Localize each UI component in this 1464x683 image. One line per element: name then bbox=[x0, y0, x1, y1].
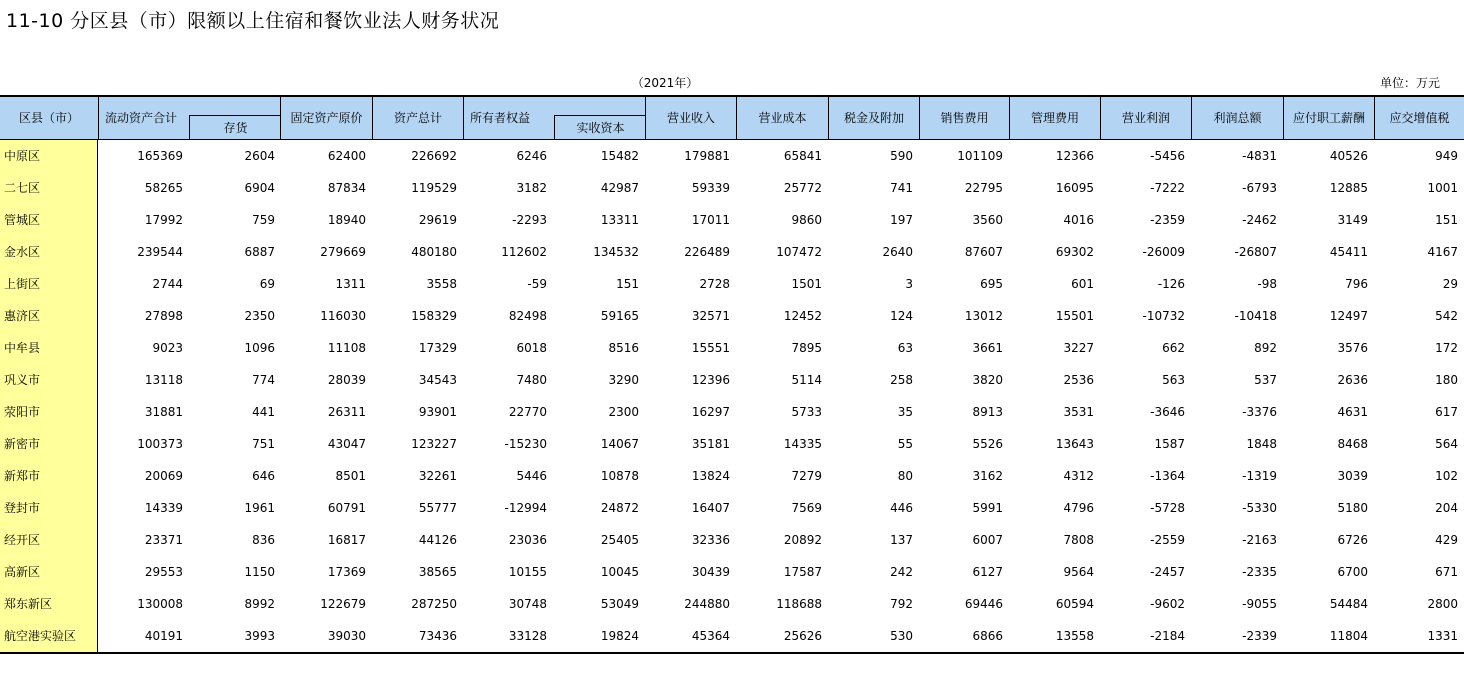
value-cell: 590 bbox=[890, 149, 913, 163]
value-cell: 62400 bbox=[327, 149, 366, 163]
value-cell: 80 bbox=[897, 469, 913, 483]
header-cost: 营业成本 bbox=[736, 97, 828, 139]
value-cell: 55 bbox=[897, 437, 913, 451]
year-label: （2021年） bbox=[631, 76, 699, 90]
region-name: 中原区 bbox=[0, 140, 98, 172]
value-cell: 6246 bbox=[516, 149, 547, 163]
value-cell: 617 bbox=[1435, 405, 1458, 419]
value-cell: 42987 bbox=[600, 181, 639, 195]
value-cell: 40526 bbox=[1329, 149, 1368, 163]
value-cell: 14067 bbox=[600, 437, 639, 451]
value-cell: -9602 bbox=[1150, 597, 1185, 611]
value-cell: 12366 bbox=[1055, 149, 1094, 163]
value-cell: 7480 bbox=[516, 373, 547, 387]
value-cell: 63 bbox=[897, 341, 913, 355]
value-cell: 16817 bbox=[327, 533, 366, 547]
value-cell: 69 bbox=[259, 277, 275, 291]
value-cell: 2604 bbox=[244, 149, 275, 163]
value-cell: -4831 bbox=[1242, 149, 1277, 163]
value-cell: 792 bbox=[890, 597, 913, 611]
region-name: 荥阳市 bbox=[0, 396, 98, 428]
value-cell: 7808 bbox=[1063, 533, 1094, 547]
value-cell: 45364 bbox=[691, 629, 730, 643]
header-operating-profit: 营业利润 bbox=[1100, 97, 1191, 139]
table-header bbox=[0, 97, 1464, 140]
value-cell: 751 bbox=[252, 437, 275, 451]
value-cell: 11804 bbox=[1329, 629, 1368, 643]
value-cell: 34543 bbox=[418, 373, 457, 387]
value-cell: 646 bbox=[252, 469, 275, 483]
value-cell: 5114 bbox=[791, 373, 822, 387]
value-cell: 107472 bbox=[776, 245, 822, 259]
header-total-profit: 利润总额 bbox=[1191, 97, 1283, 139]
value-cell: 87607 bbox=[964, 245, 1003, 259]
value-cell: 13012 bbox=[964, 309, 1003, 323]
value-cell: 796 bbox=[1345, 277, 1368, 291]
value-cell: 112602 bbox=[501, 245, 547, 259]
value-cell: 6726 bbox=[1337, 533, 1368, 547]
value-cell: 7279 bbox=[791, 469, 822, 483]
header-sales-expense: 销售费用 bbox=[919, 97, 1009, 139]
region-name: 二七区 bbox=[0, 172, 98, 204]
value-cell: 3 bbox=[905, 277, 913, 291]
value-cell: 480180 bbox=[411, 245, 457, 259]
value-cell: 9860 bbox=[791, 213, 822, 227]
value-cell: 130008 bbox=[137, 597, 183, 611]
value-cell: 53049 bbox=[600, 597, 639, 611]
value-cell: 44126 bbox=[418, 533, 457, 547]
region-name: 管城区 bbox=[0, 204, 98, 236]
value-cell: 8468 bbox=[1337, 437, 1368, 451]
value-cell: 2640 bbox=[882, 245, 913, 259]
value-cell: 35181 bbox=[691, 437, 730, 451]
value-cell: -1364 bbox=[1150, 469, 1185, 483]
value-cell: 69302 bbox=[1055, 245, 1094, 259]
region-name: 巩义市 bbox=[0, 364, 98, 396]
value-cell: 4312 bbox=[1063, 469, 1094, 483]
value-cell: 2636 bbox=[1337, 373, 1368, 387]
value-cell: -2184 bbox=[1150, 629, 1185, 643]
value-cell: 3149 bbox=[1337, 213, 1368, 227]
value-cell: 58265 bbox=[144, 181, 183, 195]
value-cell: 17369 bbox=[327, 565, 366, 579]
value-cell: 25626 bbox=[783, 629, 822, 643]
value-cell: 12497 bbox=[1329, 309, 1368, 323]
value-cell: -1319 bbox=[1242, 469, 1277, 483]
value-cell: 2744 bbox=[152, 277, 183, 291]
value-cell: 892 bbox=[1254, 341, 1277, 355]
header-paid-in-capital: 实收资本 bbox=[554, 115, 646, 139]
table-row bbox=[0, 300, 1464, 332]
value-cell: 60791 bbox=[327, 501, 366, 515]
value-cell: 3162 bbox=[972, 469, 1003, 483]
value-cell: 59165 bbox=[600, 309, 639, 323]
value-cell: 27898 bbox=[144, 309, 183, 323]
value-cell: 6700 bbox=[1337, 565, 1368, 579]
unit-label: 单位：万元 bbox=[1379, 76, 1440, 90]
value-cell: 22795 bbox=[964, 181, 1003, 195]
value-cell: 601 bbox=[1071, 277, 1094, 291]
value-cell: -15230 bbox=[504, 437, 547, 451]
table-row bbox=[0, 140, 1464, 172]
value-cell: 1587 bbox=[1154, 437, 1185, 451]
region-name: 新郑市 bbox=[0, 460, 98, 492]
value-cell: -12994 bbox=[504, 501, 547, 515]
value-cell: 93901 bbox=[418, 405, 457, 419]
value-cell: 239544 bbox=[137, 245, 183, 259]
region-name: 郑东新区 bbox=[0, 588, 98, 620]
value-cell: 226692 bbox=[411, 149, 457, 163]
header-taxes: 税金及附加 bbox=[828, 97, 919, 139]
value-cell: -98 bbox=[1257, 277, 1277, 291]
value-cell: 65841 bbox=[783, 149, 822, 163]
value-cell: 39030 bbox=[327, 629, 366, 643]
value-cell: 15482 bbox=[600, 149, 639, 163]
value-cell: 23036 bbox=[508, 533, 547, 547]
value-cell: 741 bbox=[890, 181, 913, 195]
value-cell: -26807 bbox=[1234, 245, 1277, 259]
table-row bbox=[0, 268, 1464, 300]
header-inventory: 存货 bbox=[189, 115, 281, 139]
value-cell: 29 bbox=[1442, 277, 1458, 291]
value-cell: 17587 bbox=[783, 565, 822, 579]
value-cell: 3182 bbox=[516, 181, 547, 195]
value-cell: 9023 bbox=[152, 341, 183, 355]
value-cell: 3560 bbox=[972, 213, 1003, 227]
value-cell: 759 bbox=[252, 213, 275, 227]
value-cell: 172 bbox=[1435, 341, 1458, 355]
value-cell: 3576 bbox=[1337, 341, 1368, 355]
value-cell: -2293 bbox=[512, 213, 547, 227]
value-cell: -7222 bbox=[1150, 181, 1185, 195]
value-cell: 279669 bbox=[320, 245, 366, 259]
header-region: 区县（市） bbox=[18, 111, 79, 125]
value-cell: 31881 bbox=[144, 405, 183, 419]
value-cell: 3993 bbox=[244, 629, 275, 643]
value-cell: 17992 bbox=[144, 213, 183, 227]
value-cell: 123227 bbox=[411, 437, 457, 451]
value-cell: 134532 bbox=[593, 245, 639, 259]
value-cell: 32261 bbox=[418, 469, 457, 483]
value-cell: 5991 bbox=[972, 501, 1003, 515]
value-cell: -6793 bbox=[1242, 181, 1277, 195]
region-name: 上街区 bbox=[0, 268, 98, 300]
value-cell: 32336 bbox=[691, 533, 730, 547]
table-row bbox=[0, 236, 1464, 268]
value-cell: 226489 bbox=[684, 245, 730, 259]
value-cell: 15551 bbox=[691, 341, 730, 355]
value-cell: 10045 bbox=[600, 565, 639, 579]
table-row bbox=[0, 492, 1464, 524]
value-cell: -126 bbox=[1157, 277, 1185, 291]
value-cell: 5733 bbox=[791, 405, 822, 419]
value-cell: 116030 bbox=[320, 309, 366, 323]
header-fixed-assets: 固定资产原价 bbox=[280, 97, 372, 139]
value-cell: 3558 bbox=[426, 277, 457, 291]
table-row bbox=[0, 588, 1464, 620]
value-cell: 69446 bbox=[964, 597, 1003, 611]
value-cell: 441 bbox=[252, 405, 275, 419]
value-cell: -2559 bbox=[1150, 533, 1185, 547]
value-cell: 5526 bbox=[972, 437, 1003, 451]
value-cell: 17329 bbox=[418, 341, 457, 355]
table-row bbox=[0, 204, 1464, 236]
value-cell: 1001 bbox=[1427, 181, 1458, 195]
value-cell: 2300 bbox=[608, 405, 639, 419]
value-cell: 16297 bbox=[691, 405, 730, 419]
header-total-assets: 资产总计 bbox=[372, 97, 463, 139]
value-cell: 8501 bbox=[335, 469, 366, 483]
value-cell: 836 bbox=[252, 533, 275, 547]
value-cell: 11108 bbox=[327, 341, 366, 355]
table-row bbox=[0, 428, 1464, 460]
value-cell: 12885 bbox=[1329, 181, 1368, 195]
value-cell: -5456 bbox=[1150, 149, 1185, 163]
value-cell: -2457 bbox=[1150, 565, 1185, 579]
value-cell: 4631 bbox=[1337, 405, 1368, 419]
value-cell: 14335 bbox=[783, 437, 822, 451]
value-cell: 158329 bbox=[411, 309, 457, 323]
table-row bbox=[0, 172, 1464, 204]
value-cell: 949 bbox=[1435, 149, 1458, 163]
value-cell: 122679 bbox=[320, 597, 366, 611]
value-cell: -5330 bbox=[1242, 501, 1277, 515]
value-cell: 12396 bbox=[691, 373, 730, 387]
value-cell: 8992 bbox=[244, 597, 275, 611]
value-cell: 8516 bbox=[608, 341, 639, 355]
value-cell: 101109 bbox=[957, 149, 1003, 163]
value-cell: 118688 bbox=[776, 597, 822, 611]
value-cell: 1311 bbox=[335, 277, 366, 291]
value-cell: 1331 bbox=[1427, 629, 1458, 643]
value-cell: 537 bbox=[1254, 373, 1277, 387]
value-cell: 564 bbox=[1435, 437, 1458, 451]
value-cell: 179881 bbox=[684, 149, 730, 163]
value-cell: 29619 bbox=[418, 213, 457, 227]
value-cell: 3039 bbox=[1337, 469, 1368, 483]
value-cell: 197 bbox=[890, 213, 913, 227]
value-cell: 165369 bbox=[137, 149, 183, 163]
value-cell: 8913 bbox=[972, 405, 1003, 419]
value-cell: 151 bbox=[1435, 213, 1458, 227]
value-cell: 54484 bbox=[1329, 597, 1368, 611]
value-cell: 60594 bbox=[1055, 597, 1094, 611]
value-cell: 59339 bbox=[691, 181, 730, 195]
header-owner-equity-group bbox=[463, 97, 645, 139]
value-cell: 3661 bbox=[972, 341, 1003, 355]
value-cell: -2359 bbox=[1150, 213, 1185, 227]
region-name: 航空港实验区 bbox=[0, 620, 98, 652]
value-cell: 530 bbox=[890, 629, 913, 643]
value-cell: 13643 bbox=[1055, 437, 1094, 451]
value-cell: -10418 bbox=[1234, 309, 1277, 323]
value-cell: 26311 bbox=[327, 405, 366, 419]
table-row bbox=[0, 556, 1464, 588]
value-cell: 45411 bbox=[1329, 245, 1368, 259]
value-cell: -2339 bbox=[1242, 629, 1277, 643]
value-cell: 671 bbox=[1435, 565, 1458, 579]
value-cell: 22770 bbox=[508, 405, 547, 419]
header-vat: 应交增值税 bbox=[1374, 97, 1464, 139]
value-cell: 6127 bbox=[972, 565, 1003, 579]
value-cell: 258 bbox=[890, 373, 913, 387]
value-cell: 1150 bbox=[244, 565, 275, 579]
value-cell: 32571 bbox=[691, 309, 730, 323]
header-revenue: 营业收入 bbox=[645, 97, 736, 139]
table-row bbox=[0, 524, 1464, 556]
value-cell: 87834 bbox=[327, 181, 366, 195]
region-name: 惠济区 bbox=[0, 300, 98, 332]
value-cell: 124 bbox=[890, 309, 913, 323]
header-owner-equity: 所有者权益 bbox=[470, 111, 531, 125]
value-cell: 4016 bbox=[1063, 213, 1094, 227]
table-row bbox=[0, 396, 1464, 428]
value-cell: 13558 bbox=[1055, 629, 1094, 643]
value-cell: 244880 bbox=[684, 597, 730, 611]
value-cell: 35 bbox=[897, 405, 913, 419]
value-cell: -26009 bbox=[1142, 245, 1185, 259]
region-name: 高新区 bbox=[0, 556, 98, 588]
value-cell: 1501 bbox=[791, 277, 822, 291]
value-cell: 3531 bbox=[1063, 405, 1094, 419]
value-cell: 180 bbox=[1435, 373, 1458, 387]
value-cell: 5180 bbox=[1337, 501, 1368, 515]
value-cell: 16095 bbox=[1055, 181, 1094, 195]
table-row bbox=[0, 364, 1464, 396]
value-cell: 33128 bbox=[508, 629, 547, 643]
value-cell: 1848 bbox=[1246, 437, 1277, 451]
value-cell: 4167 bbox=[1427, 245, 1458, 259]
value-cell: 13311 bbox=[600, 213, 639, 227]
table-body bbox=[0, 140, 1464, 652]
value-cell: 17011 bbox=[691, 213, 730, 227]
value-cell: 10878 bbox=[600, 469, 639, 483]
value-cell: 12452 bbox=[783, 309, 822, 323]
value-cell: 20069 bbox=[144, 469, 183, 483]
value-cell: 28039 bbox=[327, 373, 366, 387]
value-cell: -2335 bbox=[1242, 565, 1277, 579]
value-cell: 30439 bbox=[691, 565, 730, 579]
header-admin-expense: 管理费用 bbox=[1009, 97, 1100, 139]
value-cell: 55777 bbox=[418, 501, 457, 515]
value-cell: 30748 bbox=[508, 597, 547, 611]
table-row bbox=[0, 460, 1464, 492]
header-current-assets-group bbox=[98, 97, 280, 139]
value-cell: 18940 bbox=[327, 213, 366, 227]
value-cell: 2728 bbox=[699, 277, 730, 291]
value-cell: 6007 bbox=[972, 533, 1003, 547]
value-cell: 695 bbox=[980, 277, 1003, 291]
value-cell: 1096 bbox=[244, 341, 275, 355]
value-cell: 16407 bbox=[691, 501, 730, 515]
value-cell: 13118 bbox=[144, 373, 183, 387]
value-cell: 3227 bbox=[1063, 341, 1094, 355]
table-row bbox=[0, 332, 1464, 364]
region-name: 经开区 bbox=[0, 524, 98, 556]
value-cell: 542 bbox=[1435, 309, 1458, 323]
value-cell: 4796 bbox=[1063, 501, 1094, 515]
value-cell: 7569 bbox=[791, 501, 822, 515]
value-cell: 25772 bbox=[783, 181, 822, 195]
value-cell: 6018 bbox=[516, 341, 547, 355]
value-cell: 563 bbox=[1162, 373, 1185, 387]
value-cell: -3646 bbox=[1150, 405, 1185, 419]
value-cell: 3820 bbox=[972, 373, 1003, 387]
value-cell: 429 bbox=[1435, 533, 1458, 547]
value-cell: 287250 bbox=[411, 597, 457, 611]
value-cell: -10732 bbox=[1142, 309, 1185, 323]
value-cell: 43047 bbox=[327, 437, 366, 451]
value-cell: 774 bbox=[252, 373, 275, 387]
value-cell: 24872 bbox=[600, 501, 639, 515]
value-cell: 3290 bbox=[608, 373, 639, 387]
value-cell: 6904 bbox=[244, 181, 275, 195]
value-cell: 40191 bbox=[144, 629, 183, 643]
value-cell: 73436 bbox=[418, 629, 457, 643]
value-cell: 13824 bbox=[691, 469, 730, 483]
value-cell: 204 bbox=[1435, 501, 1458, 515]
value-cell: 2800 bbox=[1427, 597, 1458, 611]
finance-table bbox=[0, 95, 1464, 654]
value-cell: 1961 bbox=[244, 501, 275, 515]
value-cell: 20892 bbox=[783, 533, 822, 547]
value-cell: 2536 bbox=[1063, 373, 1094, 387]
region-name: 金水区 bbox=[0, 236, 98, 268]
value-cell: -5728 bbox=[1150, 501, 1185, 515]
region-name: 登封市 bbox=[0, 492, 98, 524]
value-cell: 15501 bbox=[1055, 309, 1094, 323]
value-cell: 29553 bbox=[144, 565, 183, 579]
value-cell: 10155 bbox=[508, 565, 547, 579]
value-cell: 23371 bbox=[144, 533, 183, 547]
value-cell: -2163 bbox=[1242, 533, 1277, 547]
value-cell: 6887 bbox=[244, 245, 275, 259]
header-payroll: 应付职工薪酬 bbox=[1283, 97, 1374, 139]
value-cell: 14339 bbox=[144, 501, 183, 515]
region-name: 中牟县 bbox=[0, 332, 98, 364]
value-cell: 102 bbox=[1435, 469, 1458, 483]
value-cell: 242 bbox=[890, 565, 913, 579]
value-cell: 119529 bbox=[411, 181, 457, 195]
value-cell: 137 bbox=[890, 533, 913, 547]
value-cell: 662 bbox=[1162, 341, 1185, 355]
value-cell: -2462 bbox=[1242, 213, 1277, 227]
value-cell: 6866 bbox=[972, 629, 1003, 643]
value-cell: 82498 bbox=[508, 309, 547, 323]
value-cell: 7895 bbox=[791, 341, 822, 355]
value-cell: 151 bbox=[616, 277, 639, 291]
table-row bbox=[0, 620, 1464, 652]
value-cell: 9564 bbox=[1063, 565, 1094, 579]
value-cell: 100373 bbox=[137, 437, 183, 451]
value-cell: 446 bbox=[890, 501, 913, 515]
value-cell: 38565 bbox=[418, 565, 457, 579]
region-name: 新密市 bbox=[0, 428, 98, 460]
value-cell: 2350 bbox=[244, 309, 275, 323]
value-cell: -9055 bbox=[1242, 597, 1277, 611]
value-cell: 25405 bbox=[600, 533, 639, 547]
value-cell: -3376 bbox=[1242, 405, 1277, 419]
page-title: 11-10 分区县（市）限额以上住宿和餐饮业法人财务状况 bbox=[6, 10, 500, 32]
value-cell: -59 bbox=[527, 277, 547, 291]
value-cell: 19824 bbox=[600, 629, 639, 643]
value-cell: 5446 bbox=[516, 469, 547, 483]
header-current-assets: 流动资产合计 bbox=[105, 111, 178, 125]
